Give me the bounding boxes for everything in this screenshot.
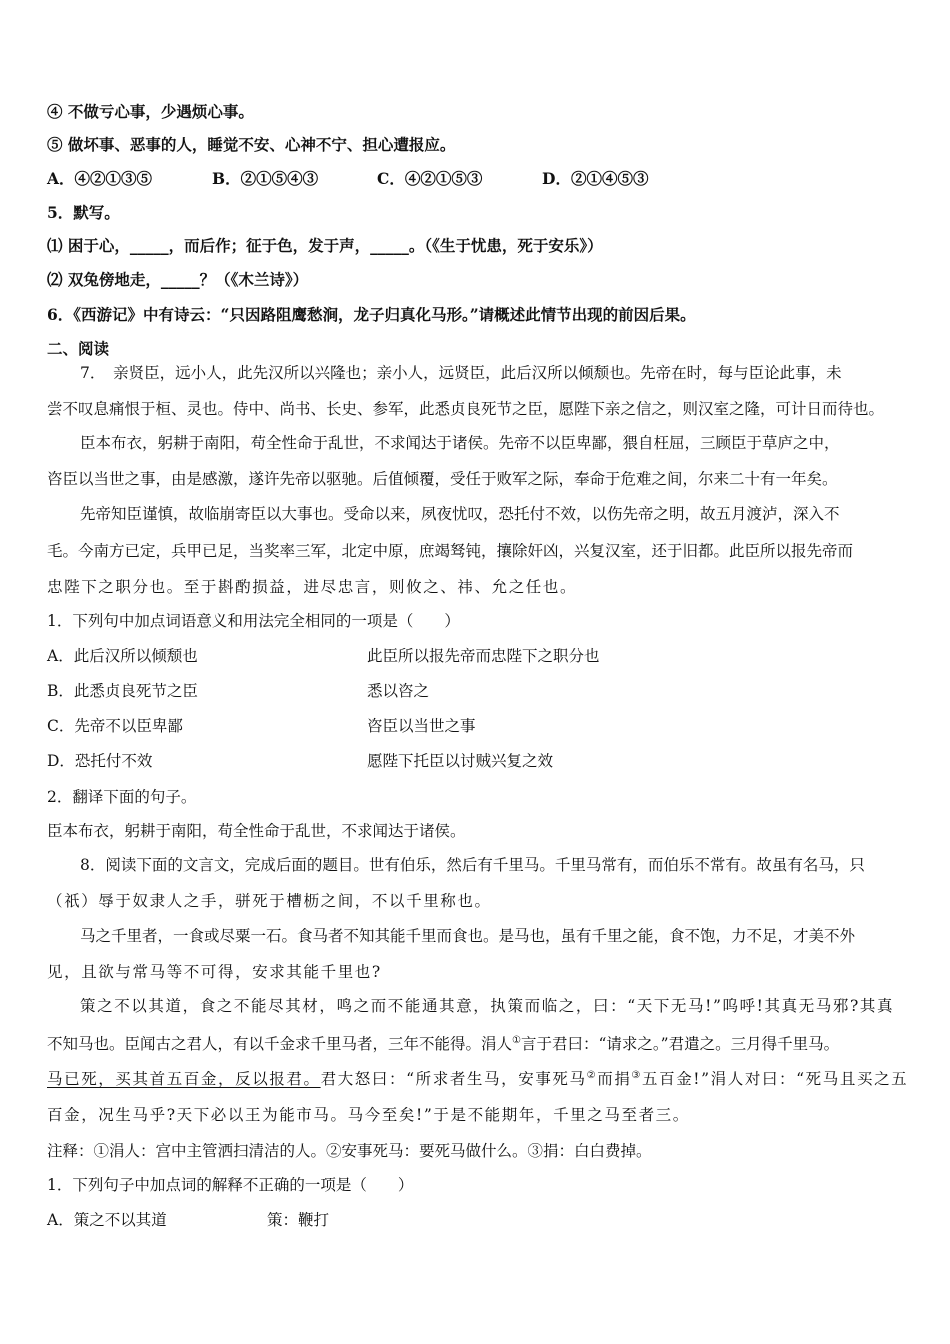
passage8-line-2: （祇）辱于奴隶人之手，骈死于槽枥之间，不以千里称也。 bbox=[47, 892, 492, 910]
passage7-line-1: 7． 亲贤臣，远小人，此先汉所以兴隆也；亲小人，远贤臣，此后汉所以倾颓也。先帝在时，每与臣论此事，未 bbox=[80, 364, 842, 382]
passage7-line-6: 毛。今南方已定，兵甲已足，当奖率三军，北定中原，庶竭驽钝，攘除奸凶，兴复汉室，还于旧都。此臣所以报先帝而 bbox=[47, 542, 854, 560]
q7-2-sentence: 臣本布衣，躬耕于南阳，苟全性命于乱世，不求闻达于诸侯。 bbox=[47, 822, 466, 840]
passage8-line-6 bbox=[47, 1033, 839, 1055]
footnote-marker-2: ② bbox=[586, 1069, 598, 1081]
passage7-line-5: 先帝知臣谨慎，故临崩寄臣以大事也。受命以来，夙夜忧叹，恐托付不效，以伤先帝之明，故五月渡泸，深入不 bbox=[80, 505, 840, 523]
q8-1-option-a-left: A．策之不以其道 bbox=[47, 1211, 167, 1229]
q7-1-option-d-right: 愿陛下托臣以讨贼兴复之效 bbox=[367, 752, 554, 770]
section-heading-reading: 二、阅读 bbox=[47, 339, 110, 358]
q7-1-option-b-left: B．此悉贞良死节之臣 bbox=[47, 682, 198, 700]
passage8-line-6-part-a: 不知马也。臣闻古之君人，有以千金求千里马者，三年不能得。涓人 bbox=[47, 1035, 513, 1053]
underlined-sentence: 马已死，买其首五百金，反以报君。 bbox=[47, 1070, 321, 1088]
passage8-line-4: 见，且欲与常马等不可得，安求其能千里也? bbox=[47, 963, 382, 981]
passage8-line-6-part-b: 言于君曰：“请求之。”君遣之。三月得千里马。 bbox=[520, 1035, 840, 1053]
q7-1-option-c-right: 咨臣以当世之事 bbox=[367, 717, 476, 735]
passage7-line-3: 臣本布衣，躬耕于南阳，苟全性命于乱世，不求闻达于诸侯。先帝不以臣卑鄙，猥自枉屈，三顾臣于草庐之中， bbox=[80, 434, 840, 452]
passage8-notes: 注释：①涓人：宫中主管洒扫清洁的人。②安事死马：要死马做什么。③捐：白白费掉。 bbox=[47, 1142, 652, 1160]
q4-option-c: C．④②①⑤③ bbox=[377, 169, 483, 188]
q7-1-option-d-left: D．恐托付不效 bbox=[47, 752, 153, 770]
q4-option-a: A．④②①③⑤ bbox=[47, 169, 153, 188]
passage7-line-4: 咨臣以当世之事，由是感激，遂许先帝以驱驰。后值倾覆，受任于败军之际，奉命于危难之间，尔来二十有一年矣。 bbox=[47, 470, 838, 488]
passage7-line-7: 忠陛下之职分也。至于斟酌损益，进尽忠言，则攸之、祎、允之任也。 bbox=[47, 578, 578, 596]
q7-2-stem: 2．翻译下面的句子。 bbox=[47, 788, 197, 806]
q4-option-d: D．②①④⑤③ bbox=[542, 169, 649, 188]
passage8-line-7-part-b: 君大怒曰：“所求者生马，安事死马 bbox=[320, 1070, 587, 1088]
passage8-line-3: 马之千里者，一食或尽粟一石。食马者不知其能千里而食也。是马也，虽有千里之能，食不饱，力不足，才美不外 bbox=[80, 927, 856, 945]
footnote-marker-3: ③ bbox=[631, 1069, 642, 1081]
q7-1-option-c-left: C．先帝不以臣卑鄙 bbox=[47, 717, 183, 735]
q7-1-option-a-left: A．此后汉所以倾颓也 bbox=[47, 647, 198, 665]
passage8-line-5: 策之不以其道，食之不能尽其材，鸣之而不能通其意，执策而临之，曰：“天下无马!”呜呼!其真无马邪?其真 bbox=[80, 997, 895, 1015]
passage8-line-8: 百金，况生马乎?天下必以王为能市马。马今至矣!”于是不能期年，千里之马至者三。 bbox=[47, 1106, 690, 1124]
q7-1-option-b-right: 悉以咨之 bbox=[367, 682, 430, 700]
q4-option-b: B．②①⑤④③ bbox=[212, 169, 319, 188]
passage7-line-2: 尝不叹息痛恨于桓、灵也。侍中、尚书、长史、参军，此悉贞良死节之臣，愿陛下亲之信之，则汉室之隆，可计日而待也。 bbox=[47, 400, 885, 418]
q4-item-4: ④ 不做亏心事，少遇烦心事。 bbox=[47, 102, 254, 121]
q8-1-stem: 1．下列句子中加点词的解释不正确的一项是（ ） bbox=[47, 1176, 414, 1194]
passage8-line-1: 8．阅读下面的文言文，完成后面的题目。世有伯乐，然后有千里马。千里马常有，而伯乐不常有。故虽有名马，只 bbox=[80, 856, 865, 874]
q7-1-stem: 1．下列句中加点词语意义和用法完全相同的一项是（ ） bbox=[47, 612, 460, 630]
q5-title: 5．默写。 bbox=[47, 203, 120, 222]
footnote-marker-1: ① bbox=[512, 1034, 521, 1046]
passage8-line-7-part-d: 五百金!”涓人对曰：“死马且买之五 bbox=[642, 1070, 909, 1088]
q7-1-option-a-right: 此臣所以报先帝而忠陛下之职分也 bbox=[367, 647, 600, 665]
q6-question: 6．《西游记》中有诗云：“只因路阻鹰愁涧，龙子归真化马形。”请概述此情节出现的前因后果。 bbox=[47, 305, 696, 324]
q8-1-option-a-right: 策：鞭打 bbox=[267, 1211, 330, 1229]
passage8-line-7-part-c: 而捐 bbox=[597, 1070, 632, 1088]
q4-item-5: ⑤ 做坏事、恶事的人，睡觉不安、心神不宁、担心遭报应。 bbox=[47, 135, 456, 154]
q5-line-1: ⑴ 困于心，_____，而后作；征于色，发于声，_____。（《生于忧患，死于安乐》） bbox=[47, 236, 603, 255]
passage8-line-7 bbox=[47, 1068, 908, 1090]
q5-line-2: ⑵ 双兔傍地走，_____？（《木兰诗》） bbox=[47, 270, 309, 289]
